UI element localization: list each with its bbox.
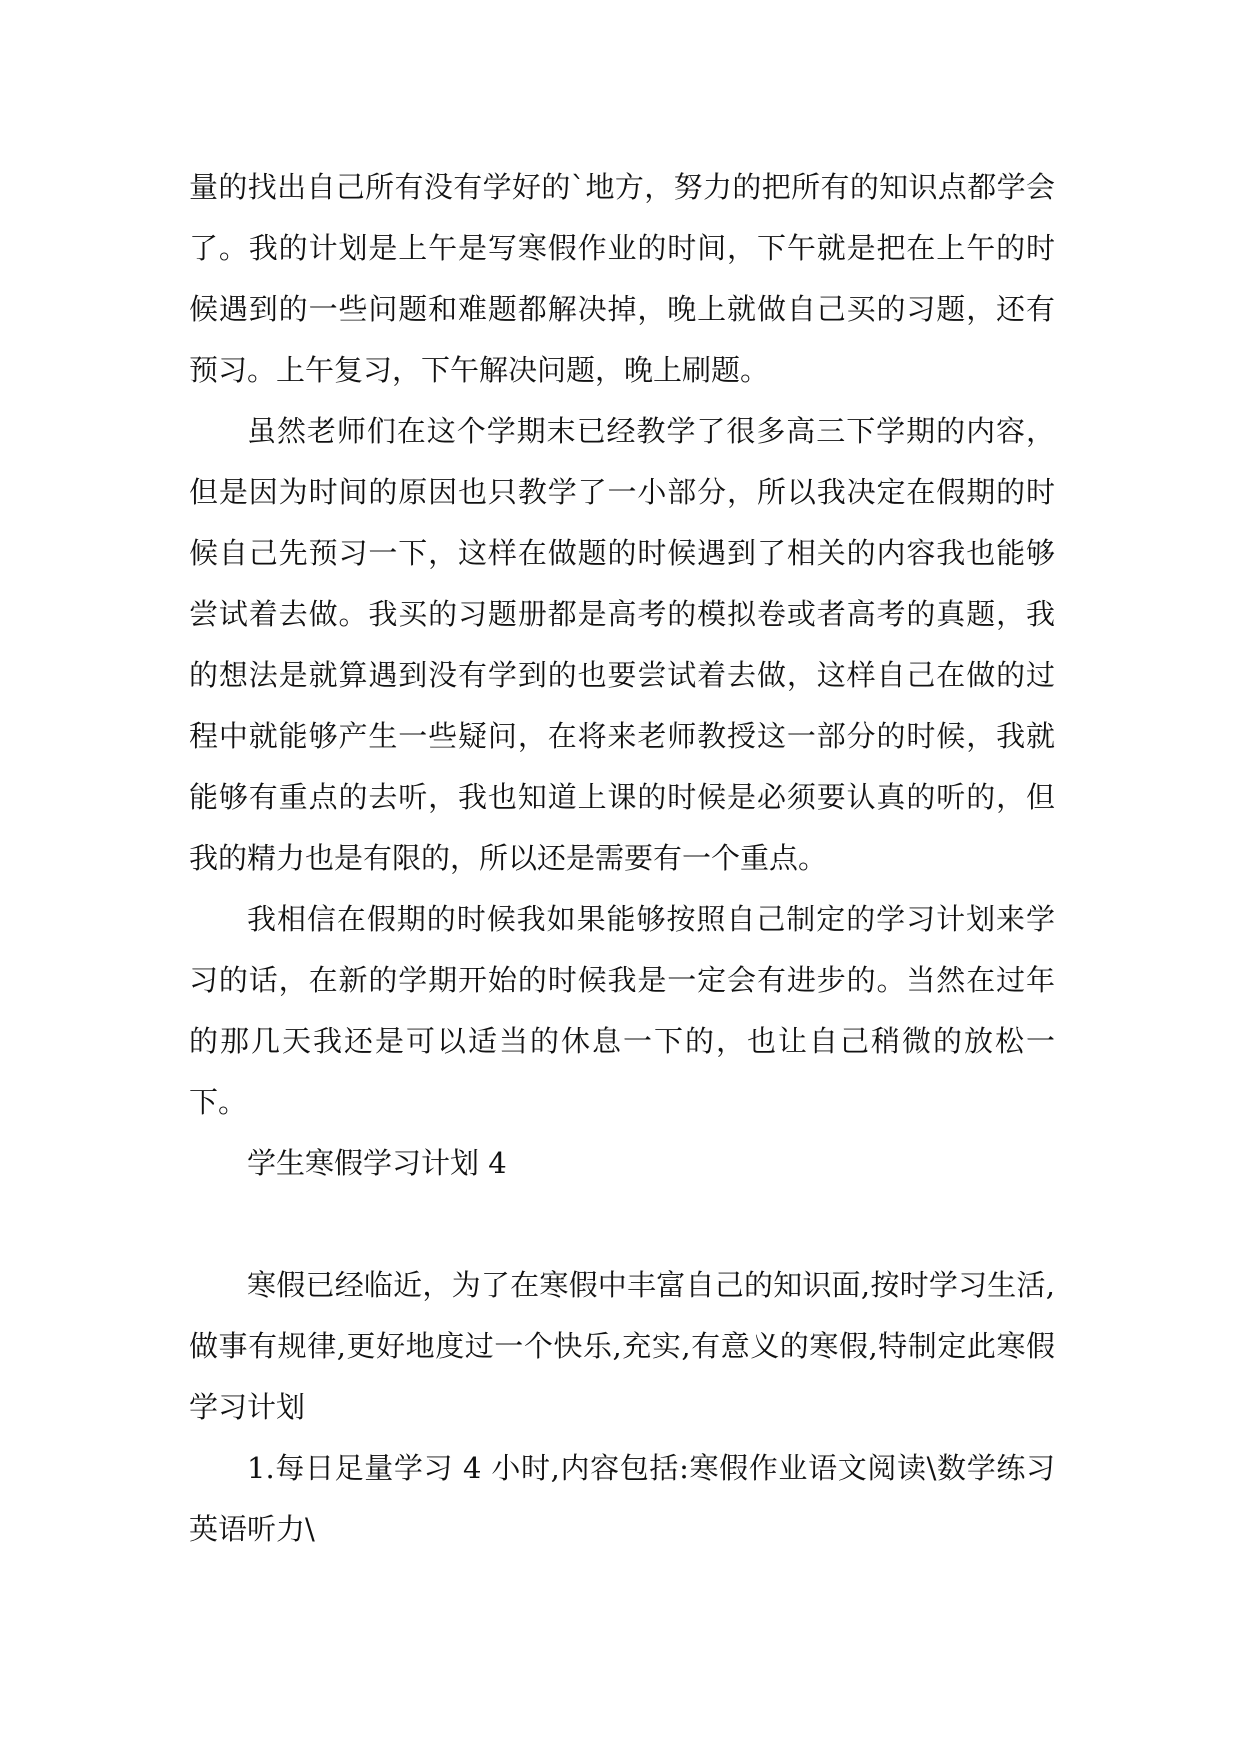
paragraph-continued: 量的找出自己所有没有学好的`地方，努力的把所有的知识点都学会了。我的计划是上午是写寒假作业的时间，下午就是把在上午的时候遇到的一些问题和难题都解决掉，晚上就做自己买的习题，还有预习。上午复习，下午解决问题，晚上刷题。 [189,170,1055,387]
list-item-1: 1.每日足量学习 4 小时,内容包括:寒假作业语文阅读\数学练习英语听力\ [189,1451,1055,1546]
blank-gap [189,1194,1055,1255]
paragraph-intro: 寒假已经临近，为了在寒假中丰富自己的知识面,按时学习生活,做事有规律,更好地度过一个快乐,充实,有意义的寒假,特制定此寒假学习计划 [189,1268,1055,1424]
document-body [189,157,1055,1560]
paragraph-belief: 我相信在假期的时候我如果能够按照自己制定的学习计划来学习的话，在新的学期开始的时候我是一定会有进步的。当然在过年的那几天我还是可以适当的休息一下的，也让自己稍微的放松一下。 [189,902,1055,1119]
paragraph-preview-plan: 虽然老师们在这个学期末已经教学了很多高三下学期的内容，但是因为时间的原因也只教学了一小部分，所以我决定在假期的时候自己先预习一下，这样在做题的时候遇到了相关的内容我也能够尝试着去做。我买的习题册都是高考的模拟卷或者高考的真题，我的想法是就算遇到没有学到的也要尝试着去做，这样自己在做的过程中就能够产生一些疑问，在将来老师教授这一部分的时候，我就能够有重点的去听，我也知道上课的时候是必须要认真的听的，但我的精力也是有限的，所以还是需要有一个重点。 [189,414,1055,875]
section-title: 学生寒假学习计划 4 [247,1146,507,1180]
